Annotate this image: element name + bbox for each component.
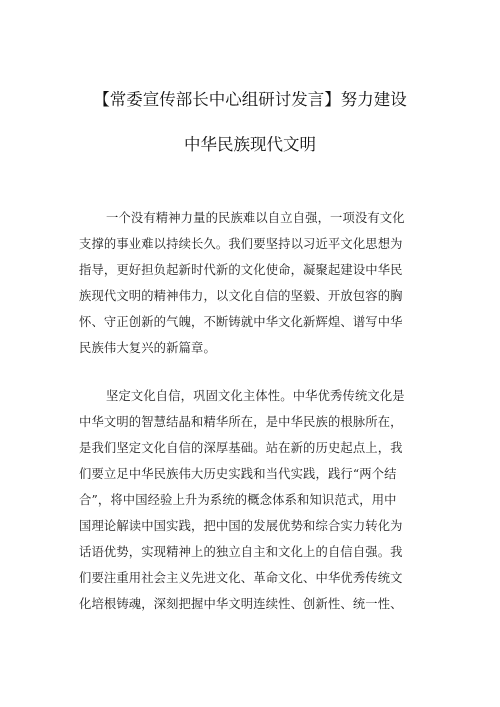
paragraph-2-line-7: 话语优势，实现精神上的独立自主和文化上的自信自强。我	[79, 545, 403, 559]
paragraph-1-line-1: 一个没有精神力量的民族难以自立自强，一项没有文化	[106, 211, 405, 225]
paragraph-2-line-3: 是我们坚定文化自信的深厚基础。站在新的历史起点上，我	[79, 441, 403, 455]
document-title-line-1: 【常委宣传部长中心组研讨发言】努力建设	[93, 90, 407, 109]
paragraph-2-line-6: 国理论解读中国实践，把中国的发展优势和综合实力转化为	[79, 519, 403, 533]
paragraph-2-line-1: 坚定文化自信，巩固文化主体性。中华优秀传统文化是	[106, 389, 405, 403]
paragraph-1-line-5: 怀、守正创新的气魄，不断铸就中华文化新辉煌、谱写中华	[79, 315, 403, 329]
paragraph-2-line-8: 们要注重用社会主义先进文化、革命文化、中华优秀传统文	[79, 571, 403, 585]
paragraph-1-line-2: 支撑的事业难以持续长久。我们要坚持以习近平文化思想为	[79, 237, 403, 251]
paragraph-2-line-2: 中华文明的智慧结晶和精华所在，是中华民族的根脉所在，	[79, 415, 403, 429]
paragraph-1-line-4: 族现代文明的精神伟力，以文化自信的坚毅、开放包容的胸	[79, 289, 403, 303]
document-title-line-2: 中华民族现代文明	[184, 135, 316, 154]
paragraph-2-line-4: 们要立足中华民族伟大历史实践和当代实践，践行“两个结	[79, 467, 397, 481]
paragraph-1-line-3: 指导，更好担负起新时代新的文化使命，凝聚起建设中华民	[79, 263, 403, 277]
paragraph-2-line-5: 合”，将中国经验上升为系统的概念体系和知识范式，用中	[79, 493, 397, 507]
paragraph-1-line-6: 民族伟大复兴的新篇章。	[79, 341, 216, 355]
paragraph-2-line-9: 化培根铸魂，深刻把握中华文明连续性、创新性、统一性、	[79, 597, 403, 611]
